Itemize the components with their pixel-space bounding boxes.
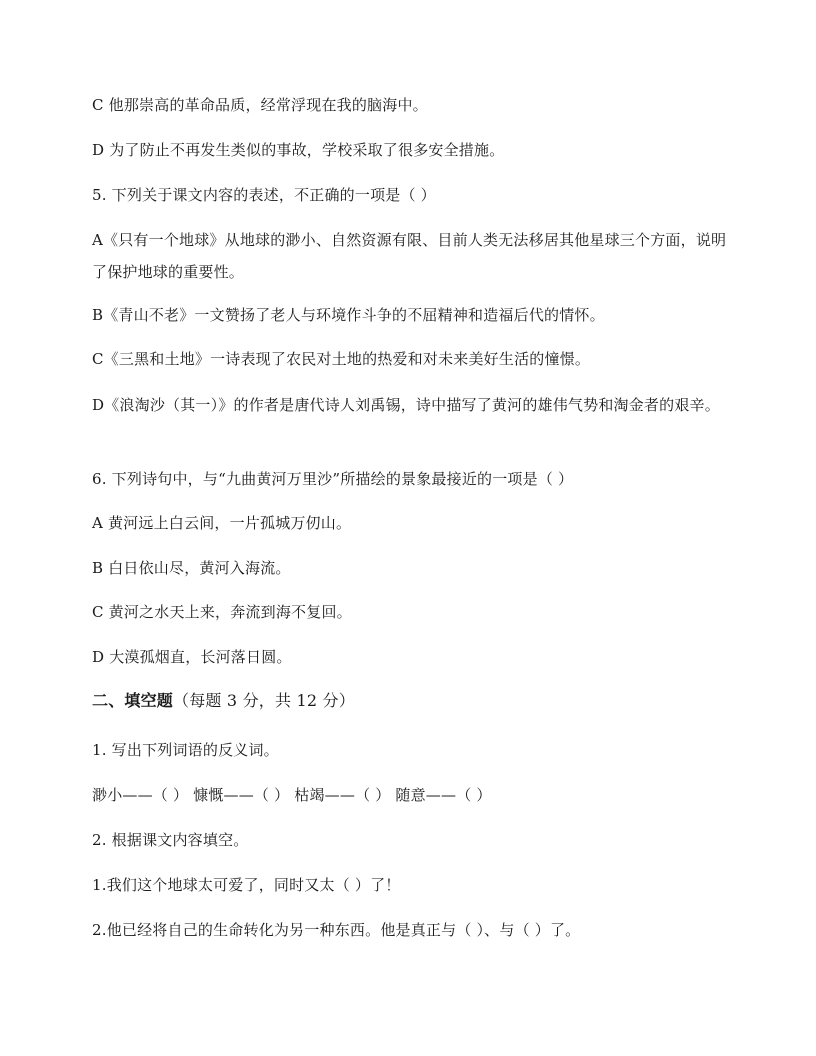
q5-option-c: C《三黑和土地》一诗表现了农民对土地的热爱和对未来美好生活的憧憬。 [92,350,591,368]
section-heading [92,690,732,712]
q5-option-d: D《浪淘沙（其一）》的作者是唐代诗人刘禹锡，诗中描写了黄河的雄伟气势和淘金者的艰辛。 [92,396,720,414]
section-title: 二、填空题 [92,691,174,710]
fill-item-1: 1.我们这个地球太可爱了，同时又太（ ）了！ [92,876,401,894]
question-5: 5. 下列关于课文内容的表述，不正确的一项是（ ） [92,186,436,204]
q6-option-c: C 黄河之水天上来，奔流到海不复回。 [92,603,352,621]
question-6: 6. 下列诗句中，与“九曲黄河万里沙”所描绘的景象最接近的一项是（ ） [92,470,574,488]
fill-question-2: 2. 根据课文内容填空。 [92,831,249,849]
q5-option-b: B《青山不老》一文赞扬了老人与环境作斗争的不屈精神和造福后代的情怀。 [92,306,605,324]
section-note: （每题 3 分，共 12 分） [173,691,355,710]
fill-question-1: 1. 写出下列词语的反义词。 [92,741,279,759]
q6-option-b: B 白日依山尽，黄河入海流。 [92,559,291,577]
q5-option-a: A《只有一个地球》从地球的渺小、自然资源有限、目前人类无法移居其他星球三个方面，说明了保护地球的重要性。 [92,231,727,281]
q6-option-d: D 大漠孤烟直，长河落日圆。 [92,648,292,666]
option-d-line: D 为了防止不再发生类似的事故，学校采取了很多安全措施。 [92,141,505,159]
q6-option-a: A 黄河远上白云间，一片孤城万仞山。 [92,514,352,532]
antonym-blanks: 渺小——（ ） 慷慨——（ ） 枯竭——（ ） 随意——（ ） [92,786,492,804]
fill-item-2: 2.他已经将自己的生命转化为另一种东西。他是真正与（ ）、与（ ）了。 [92,921,581,939]
option-c-line: C 他那崇高的革命品质，经常浮现在我的脑海中。 [92,96,428,114]
